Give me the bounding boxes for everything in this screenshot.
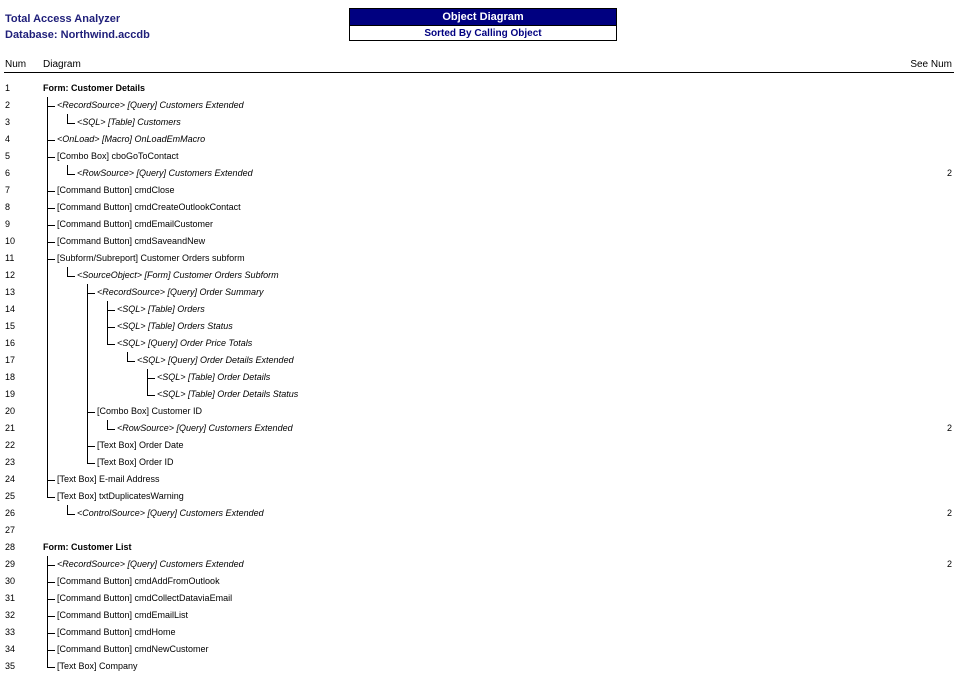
diagram-row [0, 352, 959, 369]
row-diagram-text: <SQL> [Table] Orders Status [117, 321, 233, 331]
row-number: 28 [5, 542, 16, 552]
tree-connector-tick [87, 293, 95, 294]
diagram-row [0, 165, 959, 182]
diagram-row [0, 403, 959, 420]
tree-connector-line [87, 318, 88, 335]
row-number: 23 [5, 457, 16, 467]
row-number: 27 [5, 525, 16, 535]
tree-connector-line [47, 267, 48, 284]
diagram-row [0, 454, 959, 471]
row-number: 16 [5, 338, 16, 348]
diagram-row [0, 369, 959, 386]
row-diagram-text: [Combo Box] cboGoToContact [57, 151, 179, 161]
diagram-row [0, 386, 959, 403]
header-rule [4, 72, 954, 73]
diagram-row [0, 97, 959, 114]
row-diagram-text: <RecordSource> [Query] Order Summary [97, 287, 264, 297]
row-diagram-text: [Text Box] txtDuplicatesWarning [57, 491, 184, 501]
row-number: 25 [5, 491, 16, 501]
row-number: 32 [5, 610, 16, 620]
tree-connector-tick [47, 259, 55, 260]
tree-connector-line [47, 420, 48, 437]
diagram-row [0, 318, 959, 335]
tree-connector-tick [67, 276, 75, 277]
tree-connector-line [47, 318, 48, 335]
tree-connector-line [47, 386, 48, 403]
row-diagram-text: [Text Box] Order ID [97, 457, 174, 467]
row-number: 15 [5, 321, 16, 331]
tree-connector-line [47, 301, 48, 318]
tree-connector-tick [107, 429, 115, 430]
diagram-row [0, 658, 959, 675]
tree-connector-line [47, 284, 48, 301]
report-title: Object Diagram [350, 9, 616, 26]
diagram-row [0, 131, 959, 148]
tree-connector-line [47, 369, 48, 386]
tree-connector-tick [107, 327, 115, 328]
tree-connector-tick [47, 497, 55, 498]
row-number: 4 [5, 134, 11, 144]
report-header [5, 11, 150, 43]
diagram-row [0, 233, 959, 250]
row-diagram-text: <ControlSource> [Query] Customers Extended [77, 508, 264, 518]
row-diagram-text: [Command Button] cmdHome [57, 627, 176, 637]
tree-connector-line [87, 335, 88, 352]
tree-connector-tick [47, 140, 55, 141]
diagram-row [0, 420, 959, 437]
diagram-row [0, 641, 959, 658]
diagram-row [0, 556, 959, 573]
row-diagram-text: <OnLoad> [Macro] OnLoadEmMacro [57, 134, 206, 144]
row-diagram-text: [Text Box] Company [57, 661, 138, 671]
row-diagram-text: [Text Box] E-mail Address [57, 474, 160, 484]
tree-connector-tick [47, 599, 55, 600]
tree-connector-line [47, 658, 48, 667]
row-number: 22 [5, 440, 16, 450]
row-number: 34 [5, 644, 16, 654]
row-number: 19 [5, 389, 16, 399]
tree-connector-line [47, 114, 48, 131]
row-number: 18 [5, 372, 16, 382]
row-number: 13 [5, 287, 16, 297]
row-diagram-text: <SQL> [Table] Customers [77, 117, 181, 127]
row-diagram-text: [Command Button] cmdAddFromOutlook [57, 576, 220, 586]
diagram-row [0, 437, 959, 454]
tree-connector-tick [147, 378, 155, 379]
tree-connector-tick [47, 582, 55, 583]
tree-connector-line [87, 301, 88, 318]
tree-connector-tick [47, 480, 55, 481]
row-diagram-text: <SourceObject> [Form] Customer Orders Subform [77, 270, 279, 280]
tree-connector-line [47, 352, 48, 369]
row-diagram-text: <RecordSource> [Query] Customers Extended [57, 100, 244, 110]
row-diagram-text: <SQL> [Table] Orders [117, 304, 205, 314]
row-number: 30 [5, 576, 16, 586]
database-label: Database: Northwind.accdb [5, 29, 150, 41]
row-diagram-text: [Command Button] cmdEmailCustomer [57, 219, 214, 229]
row-number: 10 [5, 236, 16, 246]
diagram-row [0, 199, 959, 216]
tree-connector-tick [47, 225, 55, 226]
row-number: 12 [5, 270, 16, 280]
row-number: 2 [5, 100, 11, 110]
diagram-row [0, 182, 959, 199]
tree-connector-line [47, 437, 48, 454]
row-number: 9 [5, 219, 11, 229]
tree-connector-tick [87, 412, 95, 413]
row-number: 6 [5, 168, 11, 178]
tree-connector-line [67, 165, 68, 174]
tree-connector-line [127, 352, 128, 361]
row-diagram-text: <RecordSource> [Query] Customers Extended [57, 559, 244, 569]
row-number: 26 [5, 508, 16, 518]
tree-connector-line [67, 267, 68, 276]
row-diagram-text: [Command Button] cmdClose [57, 185, 175, 195]
row-see-num: 2 [946, 423, 952, 433]
row-see-num: 2 [946, 508, 952, 518]
tree-connector-line [87, 420, 88, 437]
diagram-row [0, 335, 959, 352]
tree-connector-tick [47, 650, 55, 651]
row-diagram-text: [Command Button] cmdCollectDataviaEmail [57, 593, 233, 603]
tree-connector-tick [47, 208, 55, 209]
row-number: 5 [5, 151, 11, 161]
diagram-row [0, 80, 959, 97]
column-header-diagram: Diagram [43, 59, 81, 70]
row-number: 24 [5, 474, 16, 484]
diagram-row [0, 590, 959, 607]
tree-connector-tick [47, 633, 55, 634]
row-diagram-text: [Command Button] cmdSaveandNew [57, 236, 206, 246]
tree-connector-line [67, 505, 68, 514]
tree-connector-tick [67, 174, 75, 175]
report-subtitle: Sorted By Calling Object [424, 28, 542, 39]
diagram-row [0, 114, 959, 131]
diagram-row [0, 624, 959, 641]
tree-connector-tick [67, 123, 75, 124]
tree-connector-line [47, 488, 48, 497]
diagram-row [0, 573, 959, 590]
tree-connector-tick [107, 310, 115, 311]
tree-connector-tick [87, 446, 95, 447]
row-diagram-text: [Command Button] cmdNewCustomer [57, 644, 209, 654]
row-number: 21 [5, 423, 16, 433]
tree-connector-line [47, 165, 48, 182]
row-diagram-text: Form: Customer Details [43, 83, 146, 93]
tree-connector-line [47, 454, 48, 471]
row-diagram-text: <SQL> [Table] Order Details Status [157, 389, 299, 399]
row-number: 17 [5, 355, 16, 365]
tree-connector-tick [47, 616, 55, 617]
row-number: 3 [5, 117, 11, 127]
diagram-row [0, 505, 959, 522]
tree-connector-tick [47, 242, 55, 243]
row-diagram-text: [Command Button] cmdEmailList [57, 610, 189, 620]
row-diagram-text: <RowSource> [Query] Customers Extended [117, 423, 293, 433]
tree-connector-line [87, 386, 88, 403]
diagram-row [0, 250, 959, 267]
row-diagram-text: <SQL> [Query] Order Details Extended [137, 355, 294, 365]
tree-connector-tick [127, 361, 135, 362]
diagram-row [0, 301, 959, 318]
row-diagram-text: [Text Box] Order Date [97, 440, 184, 450]
tree-connector-line [67, 114, 68, 123]
diagram-row [0, 539, 959, 556]
diagram-row [0, 267, 959, 284]
tree-connector-tick [47, 106, 55, 107]
report-title-box [349, 8, 617, 41]
row-number: 11 [5, 253, 15, 263]
row-number: 8 [5, 202, 11, 212]
tree-connector-tick [47, 565, 55, 566]
row-number: 20 [5, 406, 16, 416]
tree-connector-tick [47, 157, 55, 158]
tree-connector-line [47, 403, 48, 420]
row-number: 35 [5, 661, 16, 671]
row-number: 14 [5, 304, 16, 314]
tree-connector-tick [47, 667, 55, 668]
tree-connector-line [47, 335, 48, 352]
row-diagram-text: Form: Customer List [43, 542, 132, 552]
tree-connector-line [87, 369, 88, 386]
diagram-row [0, 488, 959, 505]
row-number: 33 [5, 627, 16, 637]
row-number: 29 [5, 559, 16, 569]
diagram-row [0, 607, 959, 624]
tree-connector-tick [107, 344, 115, 345]
tree-connector-line [147, 386, 148, 395]
column-header-num: Num [5, 59, 27, 70]
tree-connector-line [107, 335, 108, 344]
tree-connector-tick [87, 463, 95, 464]
tree-connector-tick [47, 191, 55, 192]
row-number: 31 [5, 593, 16, 603]
row-diagram-text: <RowSource> [Query] Customers Extended [77, 168, 253, 178]
diagram-row [0, 148, 959, 165]
row-diagram-text: [Subform/Subreport] Customer Orders subform [57, 253, 245, 263]
diagram-row [0, 216, 959, 233]
row-number: 7 [5, 185, 11, 195]
tree-connector-line [87, 352, 88, 369]
row-diagram-text: [Combo Box] Customer ID [97, 406, 203, 416]
tree-connector-line [107, 420, 108, 429]
row-see-num: 2 [946, 559, 952, 569]
app-title: Total Access Analyzer [5, 13, 121, 25]
column-header-see-num: See Num [910, 59, 952, 70]
row-diagram-text: <SQL> [Query] Order Price Totals [117, 338, 253, 348]
tree-connector-line [87, 454, 88, 463]
diagram-row [0, 471, 959, 488]
tree-connector-tick [147, 395, 155, 396]
row-diagram-text: <SQL> [Table] Order Details [157, 372, 271, 382]
row-see-num: 2 [946, 168, 952, 178]
row-number: 1 [5, 83, 11, 93]
row-diagram-text: [Command Button] cmdCreateOutlookContact [57, 202, 241, 212]
diagram-row [0, 284, 959, 301]
tree-connector-tick [67, 514, 75, 515]
diagram-row [0, 522, 959, 539]
